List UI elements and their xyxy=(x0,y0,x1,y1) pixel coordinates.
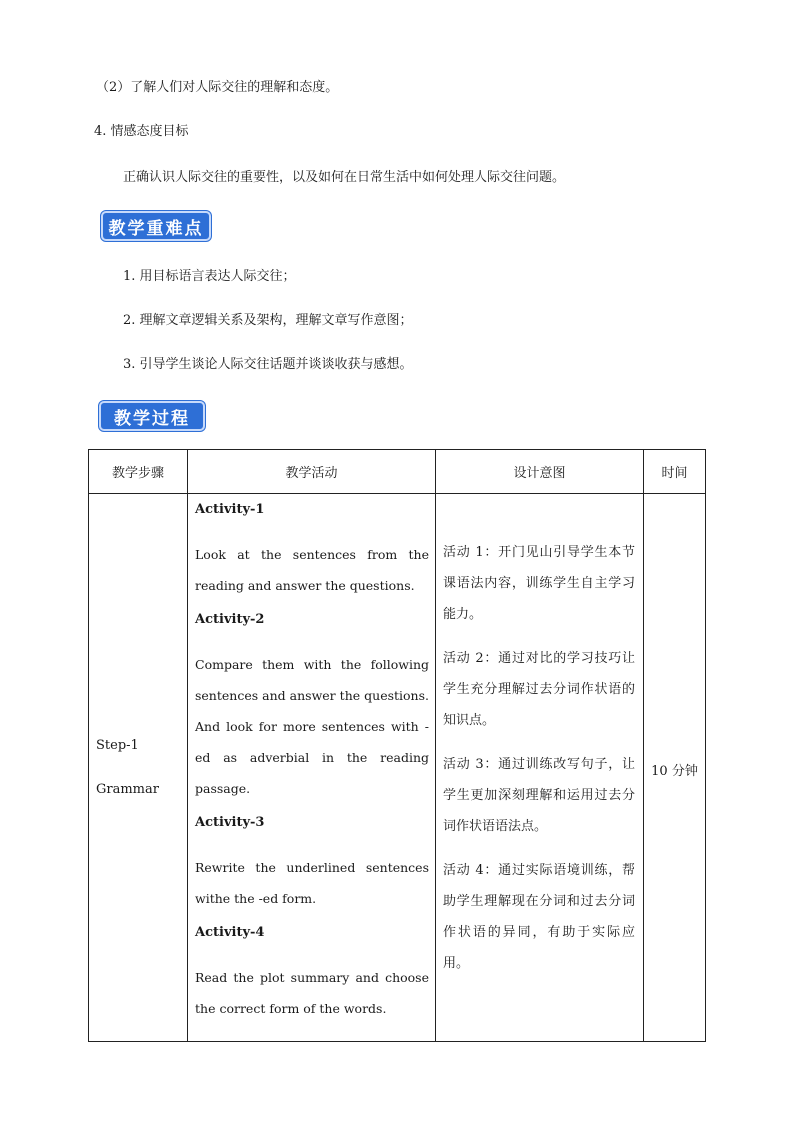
header-intent: 设计意图 xyxy=(436,450,644,494)
header-step: 教学步骤 xyxy=(89,450,188,494)
section-4-text: 正确认识人际交往的重要性，以及如何在日常生活中如何处理人际交往问题。 xyxy=(123,170,566,185)
difficulty-item-2: 2. 理解文章逻辑关系及架构，理解文章写作意图； xyxy=(123,313,413,328)
objective-item-2: （2）了解人们对人际交往的理解和态度。 xyxy=(96,80,339,95)
step-name: Step-1 xyxy=(96,737,139,753)
difficulty-item-3: 3. 引导学生谈论人际交往话题并谈谈收获与感想。 xyxy=(123,357,413,372)
time-cell: 10 分钟 xyxy=(644,494,706,1042)
activity-1 xyxy=(195,500,429,601)
activity-4 xyxy=(195,923,429,1024)
intent-3: 活动 3：通过训练改写句子，让学生更加深刻理解和运用过去分词作状语语法点。 xyxy=(443,757,635,834)
activity-3 xyxy=(195,813,429,914)
step-cell xyxy=(89,494,188,1042)
intent-2: 活动 2：通过对比的学习技巧让学生充分理解过去分词作状语的知识点。 xyxy=(443,651,635,728)
difficulties-badge: 教学重难点 xyxy=(101,211,211,241)
activity-description: Compare them with the following sentences and answer the questions. And look for more sentences with -ed as adverbial in the reading passage. xyxy=(195,657,429,796)
table-header-row xyxy=(89,450,706,494)
activity-2 xyxy=(195,610,429,804)
activity-title: Activity-3 xyxy=(195,815,265,830)
process-table xyxy=(88,449,706,1042)
activity-title: Activity-2 xyxy=(195,612,265,627)
activity-title: Activity-4 xyxy=(195,925,265,940)
activity-description: Read the plot summary and choose the correct form of the words. xyxy=(195,970,429,1016)
activities-cell xyxy=(188,494,436,1042)
intent-1: 活动 1：开门见山引导学生本节课语法内容，训练学生自主学习能力。 xyxy=(443,545,635,622)
activity-description: Look at the sentences from the reading and answer the questions. xyxy=(195,547,429,593)
difficulty-item-1: 1. 用目标语言表达人际交往； xyxy=(123,269,296,284)
step-topic: Grammar xyxy=(96,781,159,797)
intent-4: 活动 4：通过实际语境训练，帮助学生理解现在分词和过去分词作状语的异同，有助于实际应用。 xyxy=(443,863,635,971)
header-activity: 教学活动 xyxy=(188,450,436,494)
process-badge: 教学过程 xyxy=(99,401,205,431)
intent-cell xyxy=(436,494,644,1042)
header-time: 时间 xyxy=(644,450,706,494)
table-row xyxy=(89,494,706,1042)
activity-description: Rewrite the underlined sentences withe the -ed form. xyxy=(195,860,429,906)
section-4-heading: 4. 情感态度目标 xyxy=(94,124,189,139)
activity-title: Activity-1 xyxy=(195,502,265,517)
